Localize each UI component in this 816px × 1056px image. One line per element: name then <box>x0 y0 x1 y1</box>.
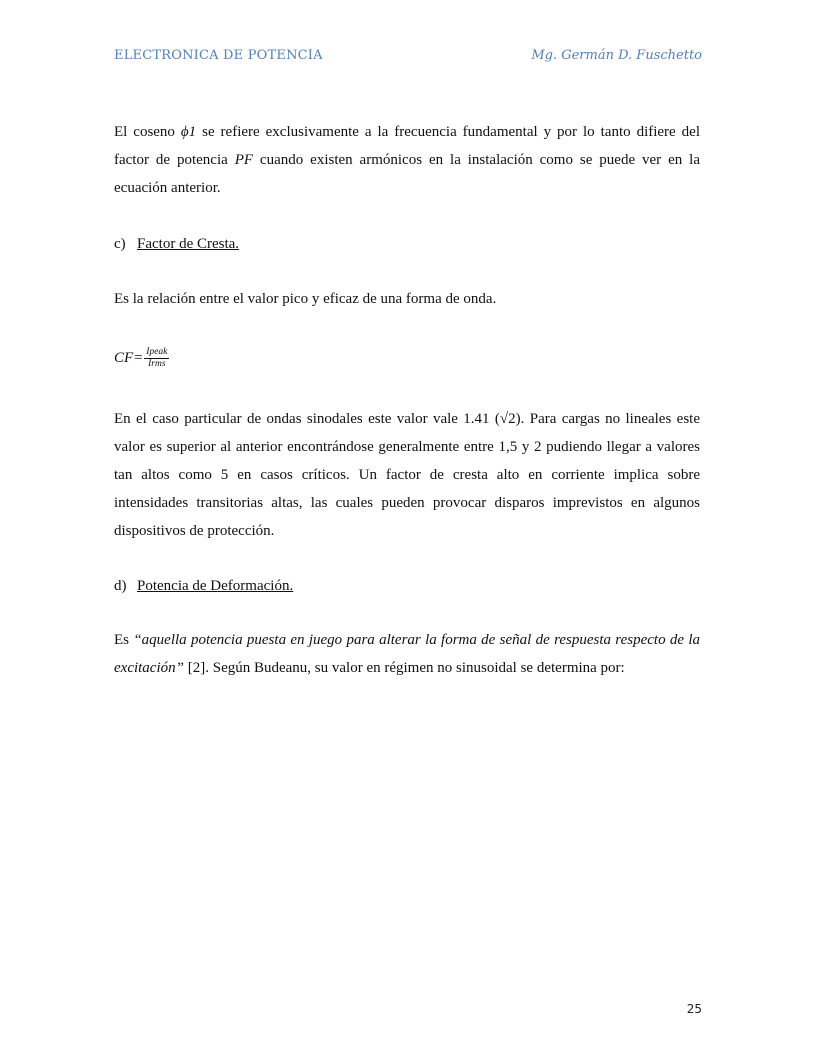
header-author: Mg. Germán D. Fuschetto <box>531 48 702 63</box>
phi-symbol: ϕ1 <box>180 124 197 140</box>
formula-lhs: CF= <box>114 349 144 366</box>
page-number: 25 <box>686 1002 702 1016</box>
paragraph-cosine-text-c: cuando existen armónicos en la instalación como se puede ver en la ecuación anterior. <box>114 152 700 196</box>
section-marker: d) <box>114 578 127 594</box>
paragraph-cosine-text-a: El coseno <box>114 124 181 140</box>
paragraph-deformation <box>114 626 700 682</box>
formula-numerator: Ipeak <box>146 346 168 357</box>
crest-factor-formula <box>114 342 169 374</box>
section-heading-deformation-power <box>114 572 293 600</box>
formula-denominator: Irms <box>148 358 166 369</box>
section-title: Potencia de Deformación. <box>137 578 294 594</box>
section-heading-crest-factor <box>114 230 239 258</box>
formula-fraction <box>144 347 169 370</box>
paragraph-cosine-text-b: se refiere exclusivamente a la frecuencia fundamental y por lo tanto difiere del factor de potencia <box>114 124 700 168</box>
paragraph-deformation-text-a: Es <box>114 632 134 648</box>
paragraph-cosine <box>114 118 700 202</box>
pf-symbol: PF <box>234 152 254 168</box>
header-course-title: ELECTRONICA DE POTENCIA <box>114 48 323 63</box>
paragraph-crest-definition: Es la relación entre el valor pico y eficaz de una forma de onda. <box>114 291 497 307</box>
deformation-quote: “aquella potencia puesta en juego para alterar la forma de señal de respuesta respecto de la excitación” <box>114 632 700 676</box>
paragraph-deformation-text-b: [2]. Según Budeanu, su valor en régimen no sinusoidal se determina por: <box>183 660 625 676</box>
section-marker: c) <box>114 236 126 252</box>
section-title: Factor de Cresta. <box>137 236 240 252</box>
page-header <box>114 48 702 68</box>
paragraph-crest-values: En el caso particular de ondas sinodales este valor vale 1.41 (√2). Para cargas no lineales este valor es superior al anterior encontrándose generalmente entre 1,5 y 2 pudiendo llegar a valores tan altos como 5 en casos críticos. Un factor de cresta alto en corriente implica sobre intensidades transitorias altas, las cuales pueden provocar disparos imprevistos en algunos dispositivos de protección. <box>114 411 700 539</box>
